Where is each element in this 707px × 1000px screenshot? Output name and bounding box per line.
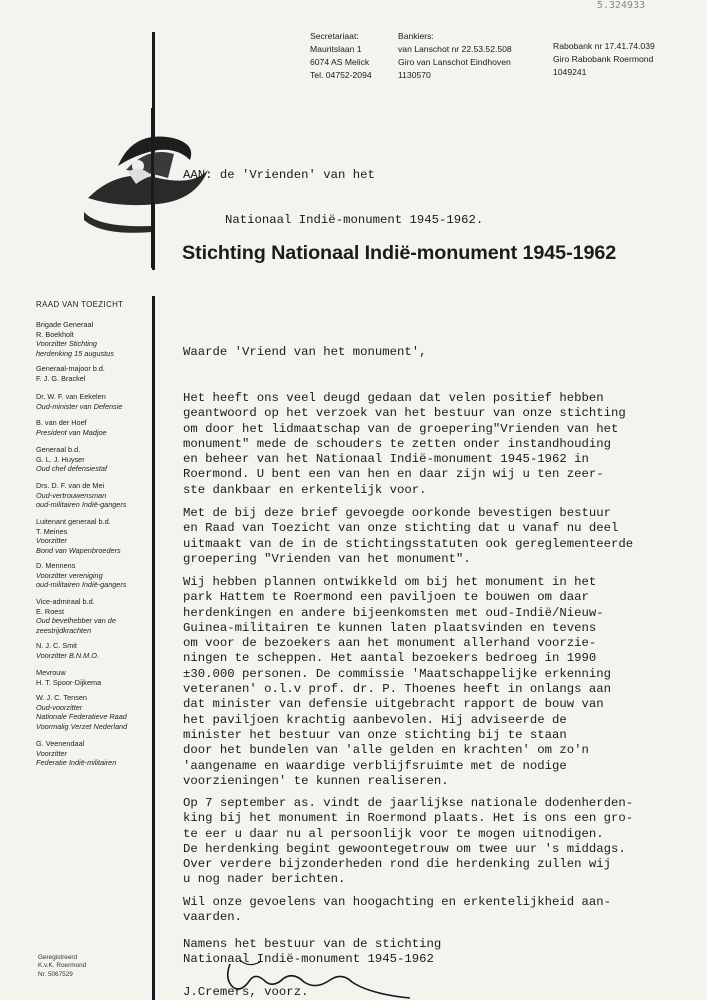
member-name: G. L. J. Huyser <box>36 454 85 464</box>
member-role: President van Madjoe <box>36 427 107 437</box>
member-role: Voorzitter <box>36 536 67 546</box>
registration-line: Geregistreerd <box>38 954 78 961</box>
member-role: oud-militairen Indië-gangers <box>36 500 127 510</box>
member-name: F. J. G. Brackel <box>36 373 86 383</box>
board-member <box>36 320 114 358</box>
vertical-rule-bottom <box>152 296 155 1000</box>
board-member <box>36 418 107 437</box>
secretariat-line: Secretariaat: <box>310 31 359 41</box>
member-name: Drs. D. F. van de Mei <box>36 481 105 490</box>
board-member <box>36 445 107 474</box>
member-rank: Generaal-majoor b.d. <box>36 364 105 373</box>
closing: Wil onze gevoelens van hoogachting en erkentelijkheid aan- vaarden. <box>183 895 612 925</box>
member-name: Dr. W. F. van Eekelen <box>36 392 106 401</box>
member-name: W. J. C. Tensen <box>36 693 87 702</box>
member-role: Voorzitter Stichting <box>36 339 97 349</box>
member-rank: Mevrouw <box>36 668 66 677</box>
member-role: Bond van Wapenbroeders <box>36 545 121 555</box>
member-role: Voorzitter vereniging <box>36 570 103 580</box>
member-rank: Brigade Generaal <box>36 320 94 329</box>
board-member <box>36 517 121 555</box>
member-name: B. van der Hoef <box>36 418 87 427</box>
board-member <box>36 392 122 411</box>
signer-name: J.Cremers, voorz. <box>183 985 309 999</box>
registration-line: K.v.K. Roermond <box>38 962 87 970</box>
board-member <box>36 668 101 687</box>
rabobank-block <box>553 40 655 79</box>
archive-number: 5.324933 <box>596 0 645 11</box>
organization-title: Stichting Nationaal Indië-monument 1945-1962 <box>182 242 617 264</box>
board-member <box>36 561 126 590</box>
member-role: Nationale Federatieve Raad <box>36 712 127 722</box>
board-member <box>36 739 116 768</box>
board-member <box>36 693 127 731</box>
secretariat-line: Tel. 04752-2094 <box>310 70 372 80</box>
member-role: Voorzitter <box>36 748 67 758</box>
secretariat-line: Mauritslaan 1 <box>310 44 362 54</box>
rabobank-line: 1049241 <box>553 67 587 77</box>
bankers-line: 1130570 <box>398 70 431 80</box>
member-name: R. Boekholt <box>36 329 74 339</box>
member-name: N. J. C. Smit <box>36 641 77 650</box>
paragraph-2: Met de bij deze brief gevoegde oorkonde bevestigen bestuur en Raad van Toezicht van onze stichting dat u vanaf nu deel uitmaakt van de in de stichtingsstatuten ook gereglementeerde groepering "Vrienden van het monument". <box>183 506 634 566</box>
board-member <box>36 597 116 635</box>
member-role: Federatie Indië-militairen <box>36 758 117 768</box>
paragraph-4: Op 7 september as. vindt de jaarlijkse nationale dodenherden- king bij het monument in Roermond plaats. Het is ons een gro- te eer u daar nu al persoonlijk voor te mogen uitnodigen. De herdenking begint gewoontegetrouw om twee uur 's middags. Over verdere bijzonderheden rond die herdenking zullen wij u nog nader berichten. <box>183 796 634 887</box>
member-role: Oud-vertrouwensman <box>36 490 107 500</box>
member-role: Voorzitter B.N.M.O. <box>36 650 99 660</box>
board-heading: RAAD VAN TOEZICHT <box>36 300 124 309</box>
paragraph-1: Het heeft ons veel deugd gedaan dat velen positief hebben geantwoord op het verzoek van het bestuur van onze stichting om door het lidmaatschap van de groepering"Vrienden van het monument" mede de schouders te zetten onder instandhouding en beheer van het Nationaal Indië-monument 1945-1962 in Roermond. U bent een van hen en daar zijn wij u ten zeer- ste dankbaar en erkentelijk voor. <box>183 391 626 497</box>
member-rank: Generaal b.d. <box>36 445 81 454</box>
member-name: D. Mennens <box>36 561 76 570</box>
secretariat-block <box>310 30 372 82</box>
bankers-block <box>398 30 512 82</box>
member-rank: Luitenant generaal b.d. <box>36 517 111 526</box>
registration-block <box>38 954 86 979</box>
member-name: T. Meines <box>36 526 68 536</box>
member-rank: Vice-admiraal b.d. <box>36 597 95 606</box>
board-sidebar <box>36 300 154 768</box>
member-name: G. Veenendaal <box>36 739 85 748</box>
rabobank-line: Rabobank nr 17.41.74.039 <box>553 41 655 51</box>
bankers-line: van Lanschot nr 22.53.52.508 <box>398 44 512 54</box>
member-role: zeestrijdkrachten <box>36 625 92 635</box>
member-name: H. T. Spoor-Dijkema <box>36 677 102 687</box>
bankers-line: Bankiers: <box>398 31 434 41</box>
member-role: Voormalig Verzet Nederland <box>36 721 128 731</box>
sign-off: Namens het bestuur van de stichting Nationaal Indië-monument 1945-1962 <box>183 937 442 967</box>
member-role: Oud-voorzitter <box>36 702 83 712</box>
salutation: Waarde 'Vriend van het monument', <box>183 345 427 359</box>
board-member <box>36 641 99 660</box>
member-role: Oud-minister van Defensie <box>36 401 123 411</box>
addressee-line: AAN: de 'Vrienden' van het <box>183 167 375 182</box>
registration-line: Nr. 5067529 <box>38 970 73 978</box>
paragraph-3: Wij hebben plannen ontwikkeld om bij het monument in het park Hattem te Roermond een paviljoen te bouwen om daar herdenkingen en andere bijeenkomsten met oud-Indië/Nieuw- Guinea-militairen te kunnen laten plaatsvinden en tevens om voor de bezoekers aan het monument allerhand voorzie- ningen te scheppen. Het aantal bezoekers bedroeg in 1990 ±30.000 personen. De commissie 'Maatschappelijke erkenning veteranen' o.l.v prof. dr. P. Thoenes heeft in onlangs aan dat minister van defensie uitgebracht rapport de bouw van het paviljoen krachtig aanbevolen. Hij adviseerde de minister het bestuur van onze stichting bij te staan door het bundelen van 'alle gelden en krachten' om zo'n 'aangename en waardige verblijfsruimte met de nodige voorzieningen' te kunnen realiseren. <box>183 575 612 788</box>
board-member <box>36 481 126 510</box>
board-member <box>36 364 105 383</box>
member-name: E. Roest <box>36 606 64 616</box>
bankers-line: Giro van Lanschot Eindhoven <box>398 57 511 67</box>
member-role: oud-militairen Indië-gangers <box>36 580 127 590</box>
secretariat-line: 6074 AS Melick <box>310 57 370 67</box>
member-role: Oud bevelhebber van de <box>36 616 116 626</box>
member-role: Oud chef defensiestaf <box>36 464 107 474</box>
rabobank-line: Giro Rabobank Roermond <box>553 54 654 64</box>
member-role: herdenking 15 augustus <box>36 348 114 358</box>
addressee-line: Nationaal Indië-monument 1945-1962. <box>225 213 484 228</box>
